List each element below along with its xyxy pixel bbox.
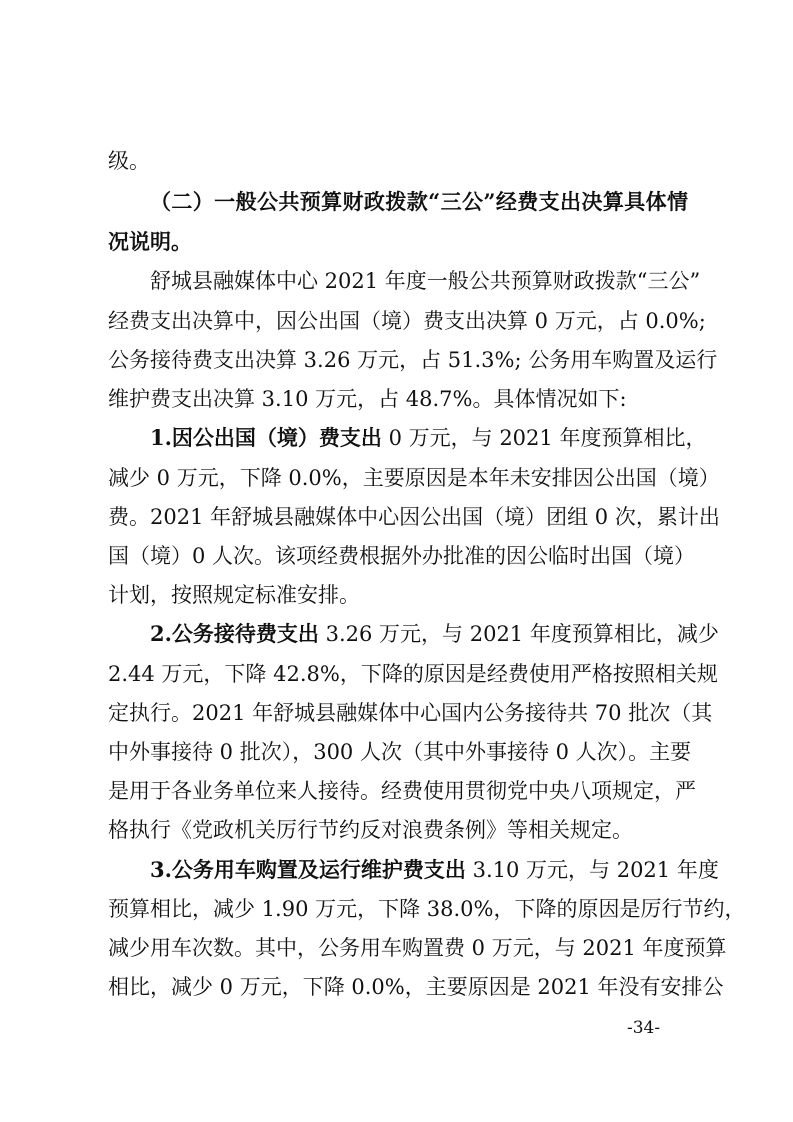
section-heading: （二）一般公共预算财政拨款“三公”经费支出决算具体情 — [150, 189, 688, 214]
text-line: 公务接待费支出决算 3.26 万元，占 51.3%; 公务用车购置及运行 — [108, 348, 718, 372]
text-line: 国（境）0 人次。该项经费根据外办批准的因公临时出国（境） — [108, 544, 696, 568]
section-heading-continued: 况说明。 — [108, 229, 192, 254]
item-2-text: 3.26 万元，与 2021 年度预算相比，减少 — [318, 622, 719, 646]
page-number: -34- — [627, 1018, 661, 1038]
text-line: 2.44 万元，下降 42.8%，下降的原因是经费使用严格按照相关规 — [108, 662, 718, 686]
text-line: 维护费支出决算 3.10 万元，占 48.7%。具体情况如下: — [108, 387, 627, 411]
item-3-heading: 3.公务用车购置及运行维护费支出 — [150, 857, 466, 882]
text-line: 经费支出决算中，因公出国（境）费支出决算 0 万元，占 0.0%; — [108, 309, 706, 333]
item-1-line — [150, 423, 707, 453]
text-line: 减少用车次数。其中，公务用车购置费 0 万元，与 2021 年度预算 — [108, 936, 727, 960]
text-line: 是用于各业务单位来人接待。经费使用贯彻党中央八项规定，严 — [108, 779, 696, 803]
text-line: 计划，按照规定标准安排。 — [108, 583, 360, 607]
text-line: 舒城县融媒体中心 2021 年度一般公共预算财政拨款“三公” — [150, 269, 701, 293]
item-3-line — [150, 855, 719, 885]
text-line: 减少 0 万元，下降 0.0%，主要原因是本年未安排因公出国（境） — [108, 466, 720, 490]
item-2-line — [150, 619, 719, 649]
text-line: 预算相比，减少 1.90 万元，下降 38.0%，下降的原因是厉行节约， — [108, 897, 746, 921]
text-line: 相比，减少 0 万元，下降 0.0%，主要原因是 2021 年没有安排公 — [108, 975, 724, 999]
item-2-heading: 2.公务接待费支出 — [150, 621, 319, 646]
text-line: 格执行《党政机关厉行节约反对浪费条例》等相关规定。 — [108, 818, 633, 842]
item-1-heading: 1.因公出国（境）费支出 — [150, 425, 382, 450]
text-line: 定执行。2021 年舒城县融媒体中心国内公务接待共 70 批次（其 — [108, 701, 713, 725]
text-line: 级。 — [108, 149, 150, 173]
item-1-text: 0 万元，与 2021 年度预算相比， — [381, 426, 707, 450]
text-line: 费。2021 年舒城县融媒体中心因公出国（境）团组 0 次，累计出 — [108, 505, 720, 529]
text-line: 中外事接待 0 批次），300 人次（其中外事接待 0 人次）。主要 — [108, 740, 692, 764]
item-3-text: 3.10 万元，与 2021 年度 — [465, 858, 719, 882]
